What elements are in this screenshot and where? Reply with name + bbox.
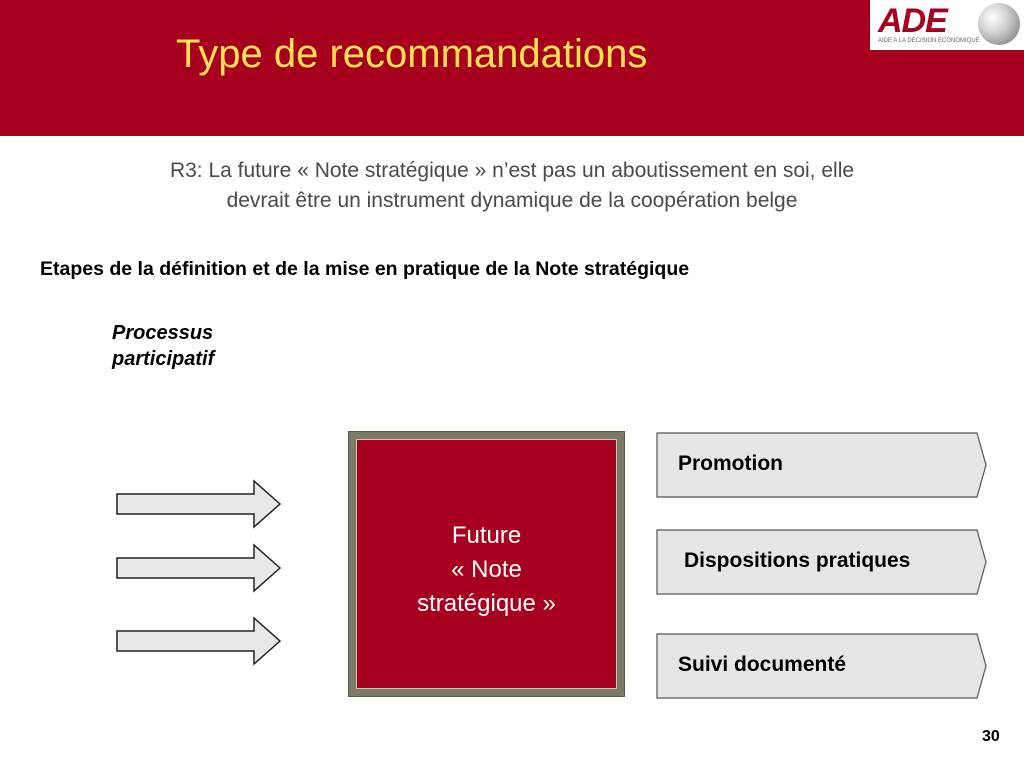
recommendation-line-2: devrait être un instrument dynamique de la coopération belge	[226, 189, 798, 212]
page-number: 30	[982, 728, 1000, 745]
process-label	[112, 320, 214, 372]
ade-logo	[870, 0, 1024, 50]
strategic-note-line-2: « Note	[451, 556, 522, 583]
process-label-line-2: participatif	[112, 348, 215, 370]
recommendation-line-1: R3: La future « Note stratégique » n’est pas un aboutissement en soi, elle	[169, 159, 855, 182]
page-title: Type de recommandations	[176, 32, 648, 76]
strategic-note-line-1: Future	[451, 522, 522, 549]
action-dispositions-label: Dispositions pratiques	[684, 549, 911, 572]
logo-tagline: AIDE A LA DECISION ECONOMIQUE	[878, 38, 980, 44]
input-arrow-2	[114, 542, 284, 594]
input-arrow-1	[114, 478, 284, 530]
logo-sphere-icon	[978, 3, 1020, 45]
strategic-note-line-3: stratégique »	[417, 590, 556, 617]
action-suivi-label: Suivi documenté	[678, 653, 847, 676]
strategic-note-box	[349, 432, 624, 696]
action-promotion-label: Promotion	[678, 452, 783, 475]
process-label-line-1: Processus	[112, 322, 214, 344]
logo-letters: ADE	[878, 2, 947, 40]
strategic-note-text	[356, 519, 617, 621]
section-heading: Etapes de la définition et de la mise en pratique de la Note stratégique	[40, 258, 690, 280]
recommendation-text	[60, 156, 964, 216]
input-arrow-3	[114, 615, 284, 667]
